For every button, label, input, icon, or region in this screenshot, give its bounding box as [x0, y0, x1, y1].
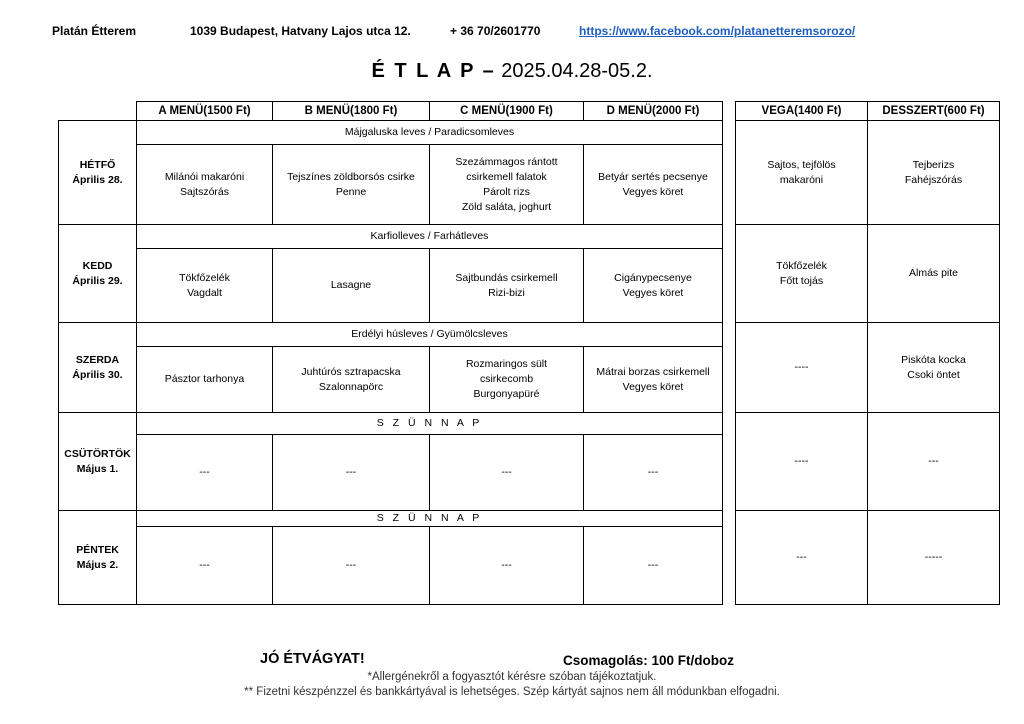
- vega-dish: ----: [736, 323, 868, 413]
- menu-a-dish: Milánói makaróni Sajtszórás: [137, 145, 273, 225]
- closed-notice: S Z Ü N N A P: [137, 511, 723, 527]
- soup-of-day: Májgaluska leves / Paradicsomleves: [137, 121, 723, 145]
- menu-b-dish: ---: [273, 527, 430, 605]
- restaurant-address: 1039 Budapest, Hatvany Lajos utca 12.: [190, 24, 411, 38]
- day-soup-row: [59, 121, 1000, 145]
- allergen-note: *Allergénekről a fogyasztót kérésre szóban tájékoztatjuk.: [367, 671, 657, 683]
- menu-a-dish: Pásztor tarhonya: [137, 347, 273, 413]
- menu-c-dish: ---: [430, 527, 584, 605]
- menu-c-dish: Rozmaringos sült csirkecomb Burgonyapüré: [430, 347, 584, 413]
- page-title: [0, 60, 1024, 83]
- menu-d-dish: Mátrai borzas csirkemell Vegyes köret: [584, 347, 723, 413]
- col-header-d: D MENÜ(2000 Ft): [584, 102, 723, 121]
- corner-blank: [59, 102, 137, 121]
- day-soup-row: [59, 323, 1000, 347]
- day-label: HÉTFŐ Április 28.: [59, 121, 137, 225]
- greeting-text: JÓ ÉTVÁGYAT!: [260, 651, 365, 667]
- restaurant-phone: + 36 70/2601770: [450, 24, 541, 38]
- soup-of-day: Erdélyi húsleves / Gyümölcsleves: [137, 323, 723, 347]
- day-soup-row: [59, 225, 1000, 249]
- menu-d-dish: Cigánypecsenye Vegyes köret: [584, 249, 723, 323]
- column-gap: [723, 323, 736, 413]
- menu-b-dish: ---: [273, 435, 430, 511]
- col-header-a: A MENÜ(1500 Ft): [137, 102, 273, 121]
- vega-dish: Sajtos, tejfölös makaróni: [736, 121, 868, 225]
- facebook-link[interactable]: https://www.facebook.com/platanetteremsorozo/: [579, 24, 856, 38]
- packaging-price: Csomagolás: 100 Ft/doboz: [563, 653, 735, 668]
- column-gap: [723, 102, 736, 121]
- title-label: É T L A P –: [371, 60, 496, 82]
- col-header-b: B MENÜ(1800 Ft): [273, 102, 430, 121]
- day-label: KEDD Április 29.: [59, 225, 137, 323]
- dessert-dish: ---: [868, 413, 1000, 511]
- column-gap: [723, 225, 736, 323]
- day-label: SZERDA Április 30.: [59, 323, 137, 413]
- col-header-dessert: DESSZERT(600 Ft): [868, 102, 1000, 121]
- column-gap: [723, 511, 736, 605]
- menu-d-dish: ---: [584, 435, 723, 511]
- menu-table: [58, 101, 1000, 605]
- payment-note: ** Fizetni készpénzzel és bankkártyával is lehetséges. Szép kártyát sajnos nem áll módunkban elfogadni.: [244, 686, 780, 698]
- menu-d-dish: Betyár sertés pecsenye Vegyes köret: [584, 145, 723, 225]
- closed-notice: S Z Ü N N A P: [137, 413, 723, 435]
- menu-b-dish: Lasagne: [273, 249, 430, 323]
- column-gap: [723, 121, 736, 225]
- vega-dish: ---: [736, 511, 868, 605]
- column-gap: [723, 413, 736, 511]
- restaurant-header: [0, 24, 1024, 44]
- vega-dish: Tökfőzelék Főtt tojás: [736, 225, 868, 323]
- dessert-dish: Tejberizs Fahéjszórás: [868, 121, 1000, 225]
- day-soup-row: [59, 413, 1000, 435]
- dessert-dish: -----: [868, 511, 1000, 605]
- dessert-dish: Piskóta kocka Csoki öntet: [868, 323, 1000, 413]
- day-label: CSÜTÖRTÖK Május 1.: [59, 413, 137, 511]
- menu-b-dish: Juhtúrós sztrapacska Szalonnapörc: [273, 347, 430, 413]
- menu-d-dish: ---: [584, 527, 723, 605]
- menu-c-dish: Sajtbundás csirkemell Rizi-bizi: [430, 249, 584, 323]
- vega-dish: ----: [736, 413, 868, 511]
- day-soup-row: [59, 511, 1000, 527]
- restaurant-name: Platán Étterem: [52, 24, 137, 38]
- menu-c-dish: Szezámmagos rántott csirkemell falatok Párolt rizs Zöld saláta, joghurt: [430, 145, 584, 225]
- col-header-vega: VEGA(1400 Ft): [736, 102, 868, 121]
- soup-of-day: Karfiolleves / Farhátleves: [137, 225, 723, 249]
- menu-b-dish: Tejszínes zöldborsós csirke Penne: [273, 145, 430, 225]
- menu-a-dish: ---: [137, 435, 273, 511]
- menu-c-dish: ---: [430, 435, 584, 511]
- dessert-dish: Almás pite: [868, 225, 1000, 323]
- col-header-c: C MENÜ(1900 Ft): [430, 102, 584, 121]
- title-dates: 2025.04.28-05.2.: [495, 60, 653, 82]
- menu-a-dish: Tökfőzelék Vagdalt: [137, 249, 273, 323]
- menu-a-dish: ---: [137, 527, 273, 605]
- column-header-row: [59, 102, 1000, 121]
- day-label: PÉNTEK Május 2.: [59, 511, 137, 605]
